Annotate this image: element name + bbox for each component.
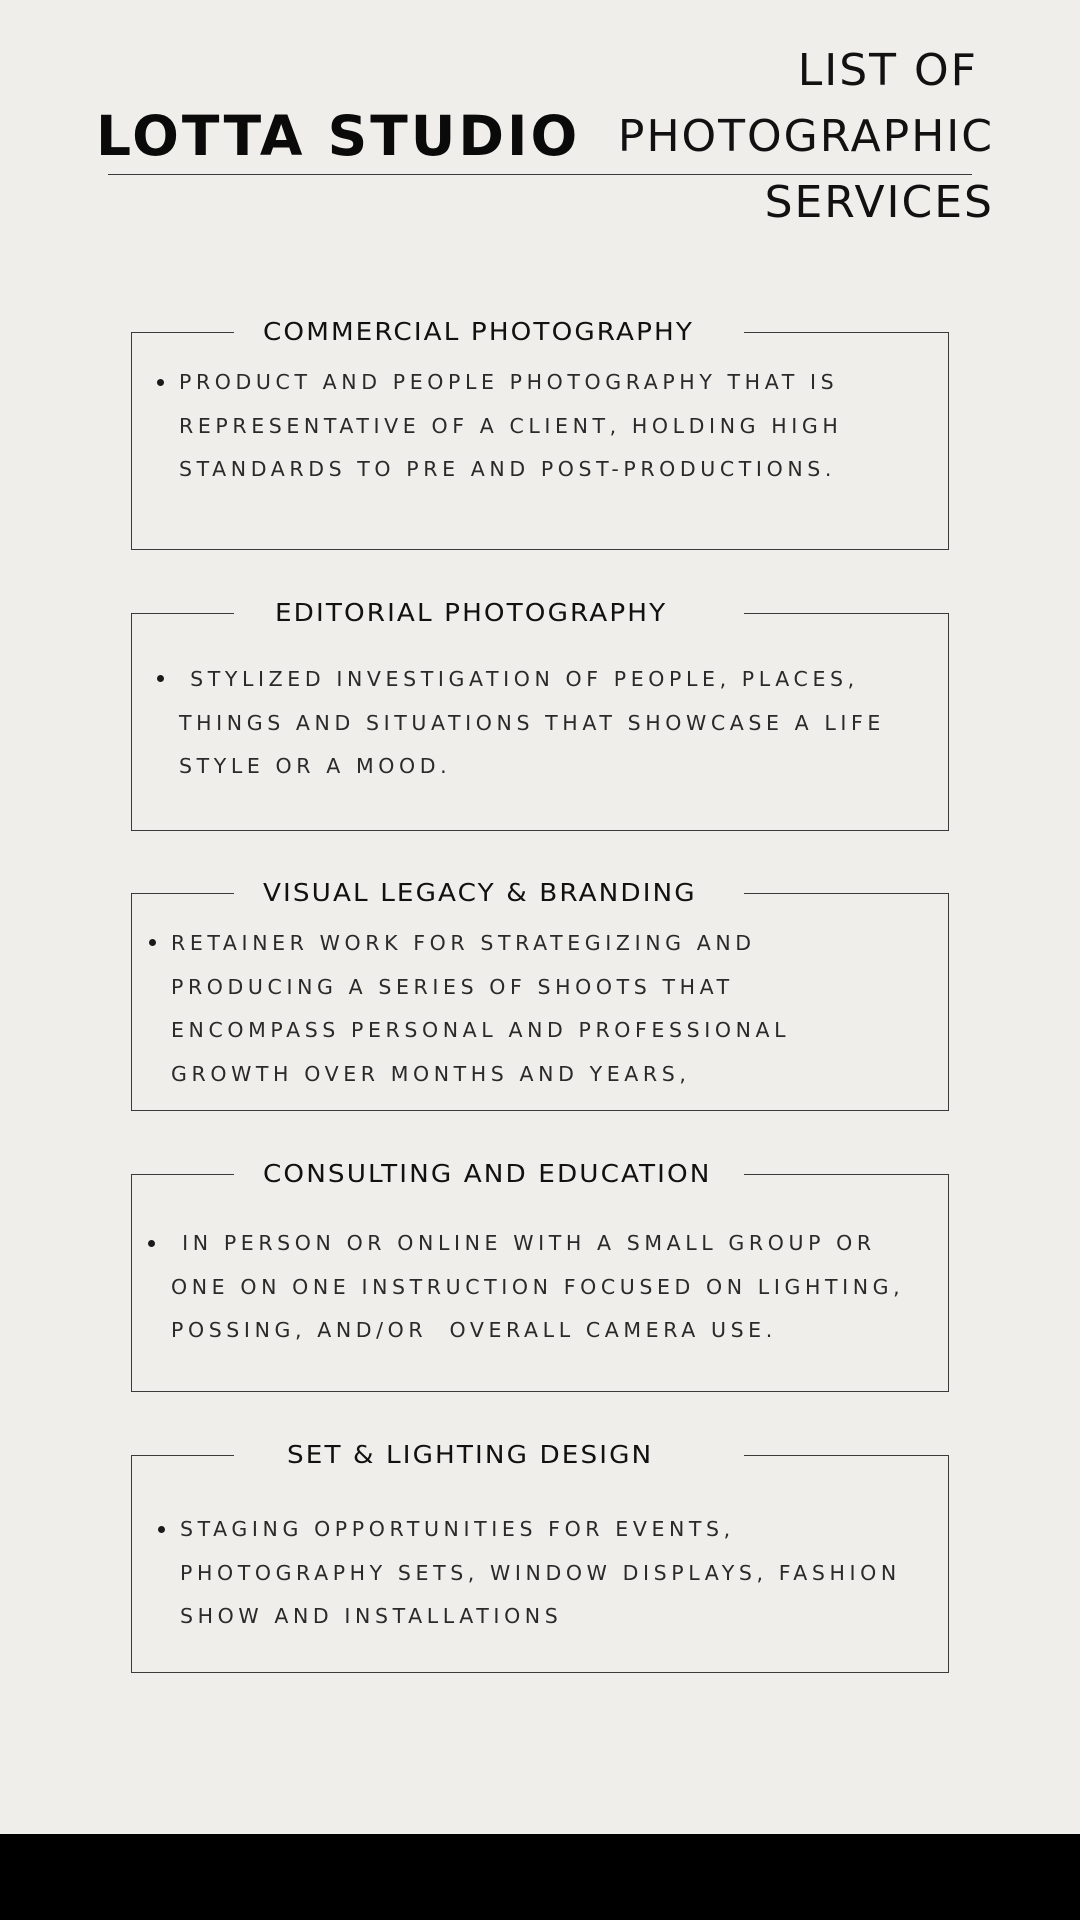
card-top-border-right [744,893,948,894]
list-title-line-1: LIST OF [797,45,978,96]
description-line: REPRESENTATIVE OF A CLIENT, HOLDING HIGH [179,413,843,438]
description-line: PRODUCT AND PEOPLE PHOTOGRAPHY THAT IS [179,370,839,394]
service-card-editorial [131,598,949,831]
description-line: STYLIZED INVESTIGATION OF PEOPLE, PLACES, [179,667,859,691]
bullet-icon [148,1240,155,1247]
card-top-border-right [744,332,948,333]
description-line: PRODUCING A SERIES OF SHOOTS THAT [171,974,734,999]
description-line: STYLE OR A MOOD. [179,754,452,778]
service-description [171,922,790,1096]
description-line: GROWTH OVER MONTHS AND YEARS, [171,1061,691,1086]
list-title [474,38,994,236]
description-line: STANDARDS TO PRE AND POST-PRODUCTIONS. [179,457,836,481]
service-title: EDITORIAL PHOTOGRAPHY [275,598,668,627]
service-description [171,1222,904,1353]
service-title: VISUAL LEGACY & BRANDING [263,878,697,907]
brand-title: LOTTA STUDIO [96,104,581,168]
service-title: CONSULTING AND EDUCATION [263,1159,712,1188]
list-title-line-2: PHOTOGRAPHIC [617,111,994,162]
description-line: THINGS AND SITUATIONS THAT SHOWCASE A LIFE [179,710,885,735]
service-card-set-lighting [131,1440,949,1673]
footer-bar [0,1834,1080,1920]
service-title: SET & LIGHTING DESIGN [287,1440,654,1469]
description-line: IN PERSON OR ONLINE WITH A SMALL GROUP OR [171,1231,876,1255]
service-card-visual-legacy [131,878,949,1111]
service-description [179,658,885,789]
bullet-icon [158,1526,165,1533]
description-line: ENCOMPASS PERSONAL AND PROFESSIONAL [171,1018,791,1042]
description-line: POSSING, AND/OR OVERALL CAMERA USE. [171,1318,777,1342]
description-line: RETAINER WORK FOR STRATEGIZING AND [171,931,756,955]
list-title-line-3: SERVICES [764,177,994,228]
service-description [180,1508,901,1639]
service-card-consulting [131,1159,949,1392]
description-line: ONE ON ONE INSTRUCTION FOCUSED ON LIGHTING, [171,1274,905,1299]
card-top-border-right [744,1455,948,1456]
service-title: COMMERCIAL PHOTOGRAPHY [263,317,695,346]
bullet-icon [157,675,164,682]
service-card-commercial [131,317,949,550]
description-line: PHOTOGRAPHY SETS, WINDOW DISPLAYS, FASHION [180,1560,901,1585]
card-top-border-right [744,613,948,614]
card-top-border-left [132,1455,234,1456]
card-top-border-left [132,613,234,614]
card-top-border-left [132,1174,234,1175]
description-line: STAGING OPPORTUNITIES FOR EVENTS, [180,1517,735,1541]
card-top-border-right [744,1174,948,1175]
card-top-border-left [132,893,234,894]
bullet-icon [149,939,156,946]
description-line: SHOW AND INSTALLATIONS [180,1604,563,1628]
card-top-border-left [132,332,234,333]
service-description [179,361,842,492]
bullet-icon [157,379,164,386]
